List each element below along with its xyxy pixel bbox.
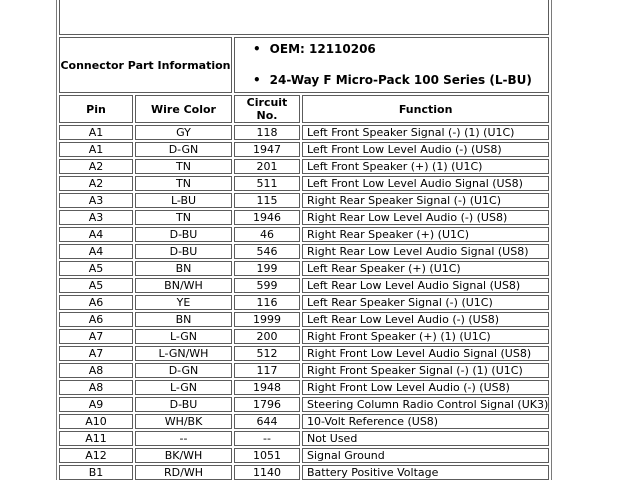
table-row bbox=[59, 465, 549, 480]
circuit-no-cell: 546 bbox=[234, 244, 300, 259]
circuit-no-cell: 200 bbox=[234, 329, 300, 344]
circuit-no-cell: -- bbox=[234, 431, 300, 446]
wire-color-cell: BN bbox=[135, 312, 232, 327]
pin-cell: A6 bbox=[59, 312, 133, 327]
column-header-circuit-no: Circuit No. bbox=[234, 95, 300, 123]
function-cell: Right Rear Speaker (+) (U1C) bbox=[302, 227, 549, 242]
function-cell: Left Rear Speaker Signal (-) (U1C) bbox=[302, 295, 549, 310]
table-row bbox=[59, 244, 549, 259]
connector-info-bullets-cell bbox=[234, 37, 549, 93]
connector-part-information-label: Connector Part Information bbox=[59, 37, 232, 93]
pin-cell: A1 bbox=[59, 125, 133, 140]
pin-cell: A9 bbox=[59, 397, 133, 412]
table-row bbox=[59, 448, 549, 463]
table-row bbox=[59, 414, 549, 429]
wire-color-cell: L-GN/WH bbox=[135, 346, 232, 361]
wire-color-cell: BN bbox=[135, 261, 232, 276]
connector-info-bullet-list bbox=[235, 38, 548, 92]
circuit-no-cell: 1947 bbox=[234, 142, 300, 157]
column-header-function: Function bbox=[302, 95, 549, 123]
table-row bbox=[59, 380, 549, 395]
pin-cell: A1 bbox=[59, 142, 133, 157]
function-cell: Signal Ground bbox=[302, 448, 549, 463]
table-row bbox=[59, 227, 549, 242]
pin-cell: A4 bbox=[59, 227, 133, 242]
pin-cell: A4 bbox=[59, 244, 133, 259]
circuit-no-cell: 117 bbox=[234, 363, 300, 378]
circuit-no-cell: 1796 bbox=[234, 397, 300, 412]
pin-cell: A5 bbox=[59, 261, 133, 276]
function-cell: Right Rear Low Level Audio Signal (US8) bbox=[302, 244, 549, 259]
wire-color-cell: WH/BK bbox=[135, 414, 232, 429]
function-cell: Left Rear Low Level Audio Signal (US8) bbox=[302, 278, 549, 293]
wire-color-cell: L-BU bbox=[135, 193, 232, 208]
circuit-no-cell: 118 bbox=[234, 125, 300, 140]
function-cell: Left Front Speaker (+) (1) (U1C) bbox=[302, 159, 549, 174]
connector-pinout-table-wrap bbox=[56, 0, 552, 480]
function-cell: 10-Volt Reference (US8) bbox=[302, 414, 549, 429]
table-header-row bbox=[59, 95, 549, 123]
wire-color-cell: GY bbox=[135, 125, 232, 140]
function-cell: Not Used bbox=[302, 431, 549, 446]
oem-number-text: OEM: 12110206 bbox=[269, 42, 376, 56]
circuit-no-cell: 599 bbox=[234, 278, 300, 293]
wire-color-cell: TN bbox=[135, 159, 232, 174]
wire-color-cell: D-BU bbox=[135, 244, 232, 259]
table-row bbox=[59, 346, 549, 361]
wire-color-cell: D-GN bbox=[135, 363, 232, 378]
pin-cell: A7 bbox=[59, 346, 133, 361]
pin-cell: A6 bbox=[59, 295, 133, 310]
pin-table-body bbox=[59, 125, 549, 480]
table-row bbox=[59, 278, 549, 293]
pin-cell: A12 bbox=[59, 448, 133, 463]
table-row bbox=[59, 125, 549, 140]
wire-color-cell: D-GN bbox=[135, 142, 232, 157]
pin-cell: A5 bbox=[59, 278, 133, 293]
function-cell: Left Rear Speaker (+) (U1C) bbox=[302, 261, 549, 276]
table-row bbox=[59, 159, 549, 174]
function-cell: Left Rear Low Level Audio (-) (US8) bbox=[302, 312, 549, 327]
pin-cell: A3 bbox=[59, 193, 133, 208]
circuit-no-cell: 512 bbox=[234, 346, 300, 361]
table-row bbox=[59, 363, 549, 378]
circuit-no-cell: 201 bbox=[234, 159, 300, 174]
function-cell: Right Rear Speaker Signal (-) (U1C) bbox=[302, 193, 549, 208]
pin-cell: A8 bbox=[59, 363, 133, 378]
table-row bbox=[59, 193, 549, 208]
circuit-no-cell: 46 bbox=[234, 227, 300, 242]
wire-color-cell: BK/WH bbox=[135, 448, 232, 463]
pin-cell: A11 bbox=[59, 431, 133, 446]
circuit-no-cell: 1946 bbox=[234, 210, 300, 225]
circuit-no-cell: 1051 bbox=[234, 448, 300, 463]
function-cell: Battery Positive Voltage bbox=[302, 465, 549, 480]
function-cell: Left Front Low Level Audio (-) (US8) bbox=[302, 142, 549, 157]
function-cell: Right Front Speaker (+) (1) (U1C) bbox=[302, 329, 549, 344]
wire-color-cell: TN bbox=[135, 176, 232, 191]
wire-color-cell: D-BU bbox=[135, 227, 232, 242]
wire-color-cell: L-GN bbox=[135, 329, 232, 344]
bullet-icon: • bbox=[253, 42, 261, 56]
table-row bbox=[59, 397, 549, 412]
wire-color-cell: D-BU bbox=[135, 397, 232, 412]
wire-color-cell: TN bbox=[135, 210, 232, 225]
circuit-no-cell: 511 bbox=[234, 176, 300, 191]
function-cell: Left Front Low Level Audio Signal (US8) bbox=[302, 176, 549, 191]
table-row bbox=[59, 329, 549, 344]
wire-color-cell: -- bbox=[135, 431, 232, 446]
column-header-pin: Pin bbox=[59, 95, 133, 123]
pin-cell: B1 bbox=[59, 465, 133, 480]
wire-color-cell: YE bbox=[135, 295, 232, 310]
list-item bbox=[253, 43, 546, 56]
connector-info-row bbox=[59, 37, 549, 93]
column-header-wire-color: Wire Color bbox=[135, 95, 232, 123]
circuit-no-cell: 199 bbox=[234, 261, 300, 276]
table-row bbox=[59, 210, 549, 225]
circuit-no-cell: 644 bbox=[234, 414, 300, 429]
table-row bbox=[59, 295, 549, 310]
function-cell: Right Front Low Level Audio Signal (US8) bbox=[302, 346, 549, 361]
pin-cell: A2 bbox=[59, 159, 133, 174]
circuit-no-cell: 1999 bbox=[234, 312, 300, 327]
table-row bbox=[59, 142, 549, 157]
function-cell: Right Rear Low Level Audio (-) (US8) bbox=[302, 210, 549, 225]
connector-pinout-table bbox=[56, 0, 552, 480]
table-row bbox=[59, 312, 549, 327]
connector-image-cell bbox=[59, 0, 549, 35]
pin-cell: A3 bbox=[59, 210, 133, 225]
circuit-no-cell: 116 bbox=[234, 295, 300, 310]
table-row bbox=[59, 261, 549, 276]
pin-cell: A2 bbox=[59, 176, 133, 191]
bullet-icon: • bbox=[253, 73, 261, 87]
function-cell: Right Front Low Level Audio (-) (US8) bbox=[302, 380, 549, 395]
wire-color-cell: BN/WH bbox=[135, 278, 232, 293]
function-cell: Left Front Speaker Signal (-) (1) (U1C) bbox=[302, 125, 549, 140]
function-cell: Right Front Speaker Signal (-) (1) (U1C) bbox=[302, 363, 549, 378]
function-cell: Steering Column Radio Control Signal (UK3) bbox=[302, 397, 549, 412]
pin-cell: A8 bbox=[59, 380, 133, 395]
list-item bbox=[253, 74, 546, 87]
circuit-no-cell: 1948 bbox=[234, 380, 300, 395]
table-row bbox=[59, 431, 549, 446]
table-row bbox=[59, 176, 549, 191]
connector-series-text: 24-Way F Micro-Pack 100 Series (L-BU) bbox=[269, 73, 532, 87]
circuit-no-cell: 1140 bbox=[234, 465, 300, 480]
pin-cell: A7 bbox=[59, 329, 133, 344]
connector-image-row bbox=[59, 0, 549, 35]
wire-color-cell: RD/WH bbox=[135, 465, 232, 480]
pin-cell: A10 bbox=[59, 414, 133, 429]
circuit-no-cell: 115 bbox=[234, 193, 300, 208]
wire-color-cell: L-GN bbox=[135, 380, 232, 395]
